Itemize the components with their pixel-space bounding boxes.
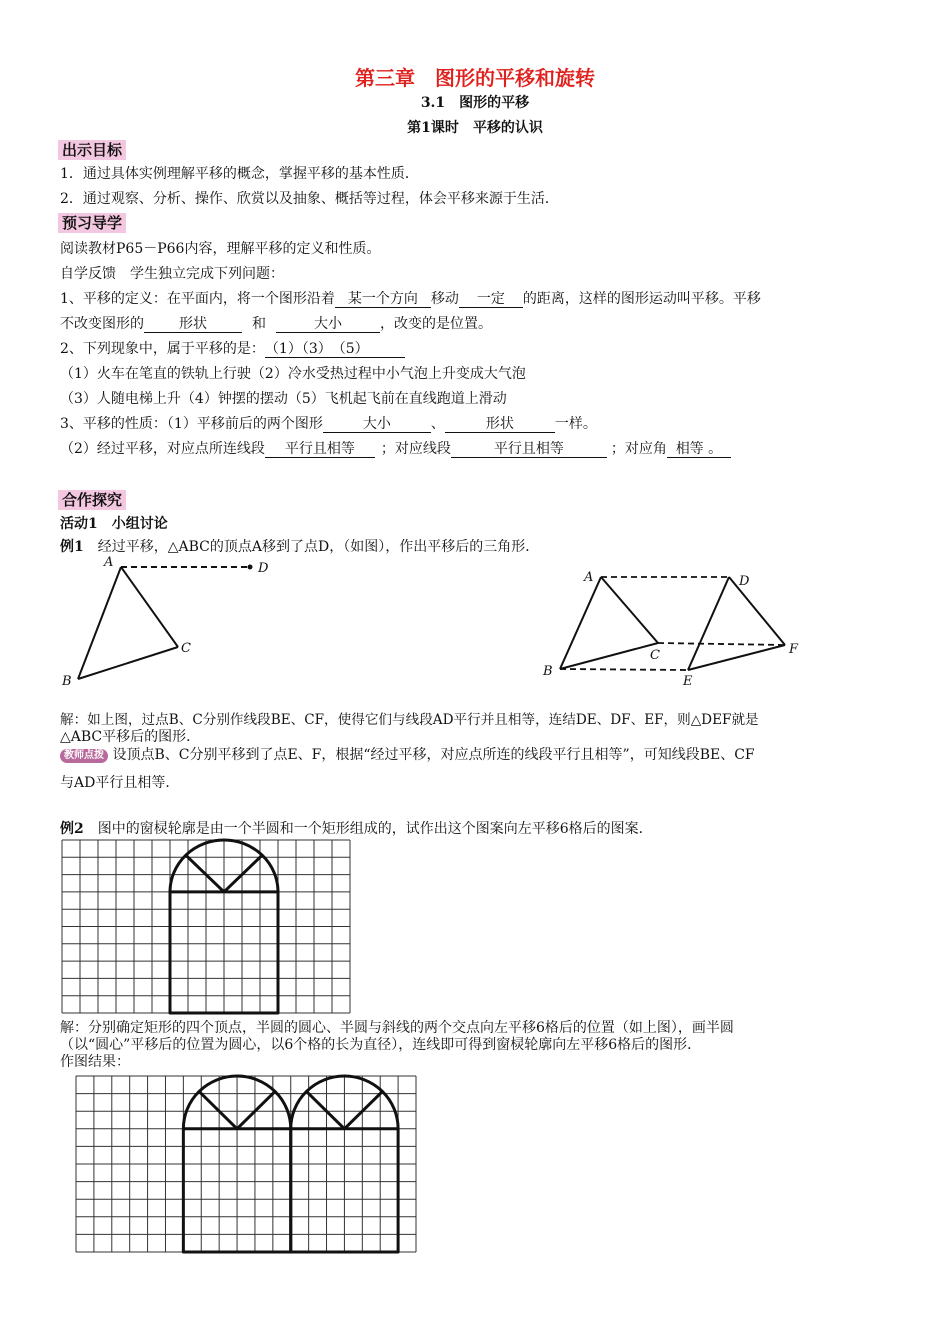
q3-answer-lines: 平行且相等 [451, 441, 607, 458]
q2-answer: （1）（3） （5） [265, 341, 405, 358]
solution-1-line-2: △ABC平移后的图形． [60, 729, 201, 745]
goal-item-2: 2．通过观察、分析、操作、欣赏以及抽象、概括等过程，体会平移来源于生活． [60, 191, 559, 207]
example-2-label: 例2 [60, 821, 84, 837]
window-diagonal-left [199, 1091, 237, 1128]
q1-text-b: 移动 [430, 291, 459, 307]
solution-1-line-1: 解：如上图，过点B、C分别作线段BE、CF，使得它们与线段AD平行并且相等，连结DE、DF、EF，则△DEF就是 [60, 712, 759, 728]
preview-feedback: 自学反馈 学生独立完成下列问题： [60, 266, 284, 282]
q1-answer-direction: 某一个方向 [335, 291, 431, 308]
label-a: A [104, 555, 114, 570]
example-1-label: 例1 [60, 539, 84, 555]
q3-answer-size: 大小 [323, 416, 431, 433]
q3-text-a: 3、平移的性质：（1）平移前后的两个图形 [60, 416, 323, 432]
lesson-title: 第1课时 平移的认识 [407, 120, 543, 136]
q3-text-d: ；对应线段 [380, 441, 451, 457]
activity-title: 活动1 小组讨论 [60, 516, 168, 532]
triangle-def [688, 577, 785, 670]
goal-item-1: 1．通过具体实例理解平移的概念，掌握平移的基本性质． [60, 166, 419, 182]
q3-answer-angles: 相等 。 [667, 441, 731, 458]
teacher-tip-text-1: 设顶点B、C分别平移到了点E、F，根据“经过平移，对应点所连的线段平行且相等”，可知线段BE、CF [108, 747, 755, 763]
q2-text: 2、下列现象中，属于平移的是： [60, 341, 265, 357]
result-label: 作图结果： [60, 1054, 130, 1070]
label-b: B [62, 674, 72, 689]
window-grid-original [62, 840, 350, 1013]
section-title: 3.1 图形的平移 [420, 95, 530, 111]
chapter-title: 第三章 图形的平移和旋转 [355, 66, 595, 90]
q1-text-d: 不改变图形的 [60, 316, 144, 332]
example-2-statement [60, 820, 653, 838]
label-f-2: F [789, 642, 799, 657]
teacher-tip [60, 746, 755, 764]
label-a-2: A [584, 570, 594, 585]
label-c: C [181, 641, 191, 656]
label-b-2: B [543, 664, 553, 679]
q1-text-e: 和 [252, 316, 266, 332]
solution-2-line-1: 解：分别确定矩形的四个顶点，半圆的圆心、半圆与斜线的两个交点向左平移6格后的位置（如上图），画半圆 [60, 1020, 734, 1036]
label-c-2: C [650, 648, 660, 663]
teacher-tip-badge: 教师点拨 [60, 749, 108, 763]
question-2-option-row-2: （3）人随电梯上升（4）钟摆的摆动（5）飞机起飞前在直线跑道上滑动 [60, 391, 507, 407]
question-2-option-row-1: （1）火车在笔直的铁轨上行驶（2）冷水受热过程中小气泡上升变成大气泡 [60, 366, 526, 382]
q3-answer-shape: 形状 [445, 416, 555, 433]
solution-2-line-2: （以“圆心”平移后的位置为圆心，以6个格的长为直径），连线即可得到窗棂轮廓向左平移6格后的图形． [60, 1037, 702, 1053]
window-diagonal-right [224, 855, 262, 892]
window-diagonal-left [306, 1091, 344, 1128]
example-2-text: 图中的窗棂轮廓是由一个半圆和一个矩形组成的，试作出这个图案向左平移6格后的图案． [83, 821, 653, 837]
grid-lines [62, 840, 350, 1013]
window-diagonal-right [344, 1091, 382, 1128]
window-grid-result [76, 1076, 416, 1252]
q1-answer-shape: 形状 [144, 316, 242, 333]
goals-badge: 出示目标 [58, 140, 126, 160]
q1-answer-size: 大小 [276, 316, 380, 333]
q3-text-e: ；对应角 [610, 441, 667, 457]
window-diagonal-right [237, 1091, 275, 1128]
preview-badge: 预习导学 [58, 213, 126, 233]
preview-intro: 阅读教材P65－P66内容，理解平移的定义和性质。 [60, 241, 381, 257]
q1-text-a: 1、平移的定义：在平面内，将一个图形沿着 [60, 291, 335, 307]
q1-text-c: 的距离，这样的图形运动叫平移。平移 [522, 291, 761, 307]
explore-badge: 合作探究 [58, 490, 126, 510]
q1-text-f: ，改变的是位置。 [380, 316, 492, 332]
teacher-tip-line-2: 与AD平行且相等． [60, 775, 180, 791]
label-d-2: D [739, 574, 750, 589]
triangle-abc-solution [560, 577, 658, 669]
q3-answer-segments: 平行且相等 [265, 441, 375, 458]
q3-separator: 、 [430, 416, 445, 432]
q3-text-c: （2）经过平移，对应点所连线段 [60, 441, 265, 457]
q1-answer-distance: 一定 [459, 291, 523, 308]
label-d: D [258, 561, 269, 576]
grid-lines [76, 1076, 416, 1252]
q3-text-b: 一样。 [554, 416, 597, 432]
label-e-2: E [683, 674, 693, 689]
window-diagonal-left [186, 855, 224, 892]
example-1-text: 经过平移，△ABC的顶点A移到了点D，（如图），作出平移后的三角形． [83, 539, 540, 555]
